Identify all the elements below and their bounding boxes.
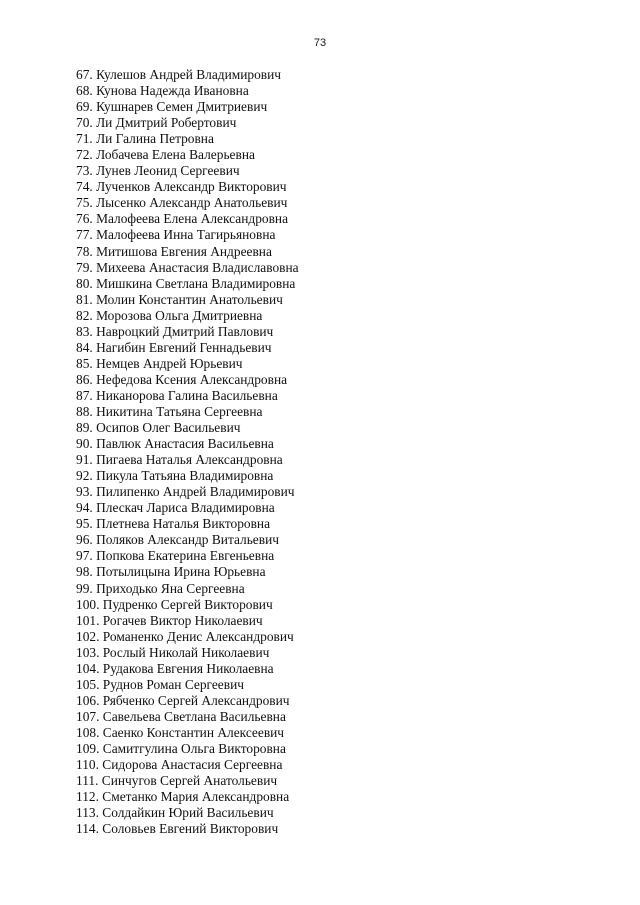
list-item: 78. Митишова Евгения Андреевна (76, 243, 272, 259)
list-item: 89. Осипов Олег Васильевич (76, 420, 241, 436)
list-item: 101. Рогачев Виктор Николаевич (76, 612, 263, 628)
list-item: 94. Плескач Лариса Владимировна (76, 500, 275, 516)
list-item: 93. Пилипенко Андрей Владимирович (76, 484, 295, 500)
list-item: 77. Малофеева Инна Тагирьяновна (76, 227, 276, 243)
list-item: 91. Пигаева Наталья Александровна (76, 452, 283, 468)
list-item: 99. Приходько Яна Сергеевна (76, 580, 245, 596)
list-item: 82. Морозова Ольга Дмитриевна (76, 307, 263, 323)
list-item: 100. Пудренко Сергей Викторович (76, 596, 273, 612)
list-item: 70. Ли Дмитрий Робертович (76, 115, 237, 131)
list-item: 87. Никанорова Галина Васильевна (76, 387, 278, 403)
list-item: 85. Немцев Андрей Юрьевич (76, 355, 243, 371)
list-item: 69. Кушнарев Семен Дмитриевич (76, 99, 268, 115)
list-item: 110. Сидорова Анастасия Сергеевна (76, 757, 283, 773)
list-item: 108. Саенко Константин Алексеевич (76, 724, 285, 740)
list-item: 97. Попкова Екатерина Евгеньевна (76, 548, 275, 564)
list-item: 72. Лобачева Елена Валерьевна (76, 147, 255, 163)
list-item: 79. Михеева Анастасия Владиславовна (76, 259, 299, 275)
list-item: 75. Лысенко Александр Анатольевич (76, 195, 288, 211)
list-item: 111. Синчугов Сергей Анатольевич (76, 773, 278, 789)
list-item: 112. Сметанко Мария Александровна (76, 789, 290, 805)
list-item: 107. Савельева Светлана Васильевна (76, 708, 286, 724)
list-item: 105. Руднов Роман Сергеевич (76, 676, 244, 692)
list-item: 102. Романенко Денис Александрович (76, 628, 294, 644)
list-item: 88. Никитина Татьяна Сергеевна (76, 403, 263, 419)
list-item: 81. Молин Константин Анатольевич (76, 291, 283, 307)
list-item: 92. Пикула Татьяна Владимировна (76, 468, 274, 484)
list-item: 96. Поляков Александр Витальевич (76, 532, 279, 548)
list-item: 114. Соловьев Евгений Викторович (76, 821, 279, 837)
list-item: 95. Плетнева Наталья Викторовна (76, 516, 271, 532)
list-item: 109. Самитгулина Ольга Викторовна (76, 740, 286, 756)
list-item: 86. Нефедова Ксения Александровна (76, 371, 288, 387)
list-item: 104. Рудакова Евгения Николаевна (76, 660, 274, 676)
list-item: 76. Малофеева Елена Александровна (76, 211, 289, 227)
list-item: 113. Солдайкин Юрий Васильевич (76, 805, 274, 821)
page-number: 73 (313, 37, 327, 49)
list-item: 98. Потылицына Ирина Юрьевна (76, 564, 266, 580)
list-item: 68. Кунова Надежда Ивановна (76, 83, 249, 99)
list-item: 103. Рослый Николай Николаевич (76, 644, 270, 660)
list-item: 74. Лученков Александр Викторович (76, 179, 287, 195)
list-item: 67. Кулешов Андрей Владимирович (76, 67, 282, 82)
list-item: 80. Мишкина Светлана Владимировна (76, 275, 296, 291)
list-item: 83. Навроцкий Дмитрий Павлович (76, 323, 274, 339)
list-item: 90. Павлюк Анастасия Васильевна (76, 436, 274, 452)
list-item: 84. Нагибин Евгений Геннадьевич (76, 339, 272, 355)
name-list (76, 67, 299, 837)
list-item: 106. Рябченко Сергей Александрович (76, 692, 290, 708)
list-item: 73. Лунев Леонид Сергеевич (76, 163, 240, 179)
list-item: 71. Ли Галина Петровна (76, 131, 214, 147)
